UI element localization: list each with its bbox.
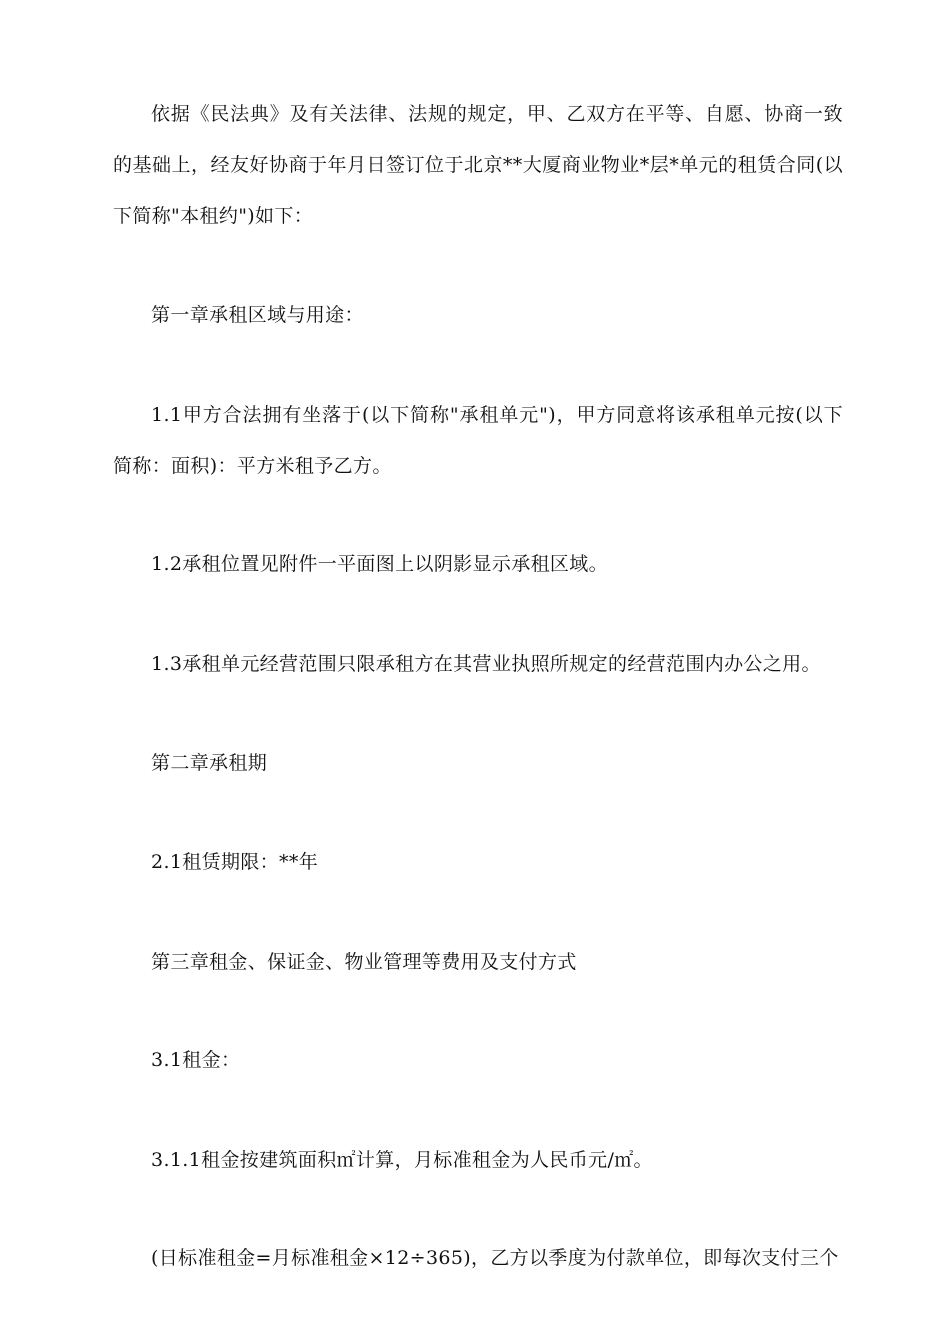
paragraph-line: 依据《民法典》及有关法律、法规的规定，甲、乙双方在平等、自愿、协商一致 (151, 103, 843, 125)
clause-line: 1.2承租位置见附件一平面图上以阴影显示承租区域。 (151, 553, 608, 575)
paragraph-line: 下简称"本租约")如下： (113, 205, 314, 227)
chapter-heading: 第三章租金、保证金、物业管理等费用及支付方式 (151, 951, 577, 973)
paragraph-line: 的基础上，经友好协商于年月日签订位于北京**大厦商业物业*层*单元的租赁合同(以 (113, 154, 843, 176)
clause-line: 2.1租赁期限：**年 (151, 851, 319, 873)
clause-line: 简称：面积)：平方米租予乙方。 (113, 455, 392, 477)
chapter-heading: 第二章承租期 (151, 752, 268, 774)
clause-line: 3.1租金： (151, 1049, 241, 1071)
clause-line: (日标准租金=月标准租金×12÷365)，乙方以季度为付款单位，即每次支付三个 (151, 1247, 839, 1269)
clause-line: 3.1.1租金按建筑面积㎡计算，月标准租金为人民币元/㎡。 (151, 1149, 653, 1171)
clause-line: 1.3承租单元经营范围只限承租方在其营业执照所规定的经营范围内办公之用。 (151, 653, 821, 675)
clause-line: 1.1甲方合法拥有坐落于(以下简称"承租单元")，甲方同意将该承租单元按(以下 (151, 404, 843, 426)
chapter-heading: 第一章承租区域与用途： (151, 304, 364, 326)
